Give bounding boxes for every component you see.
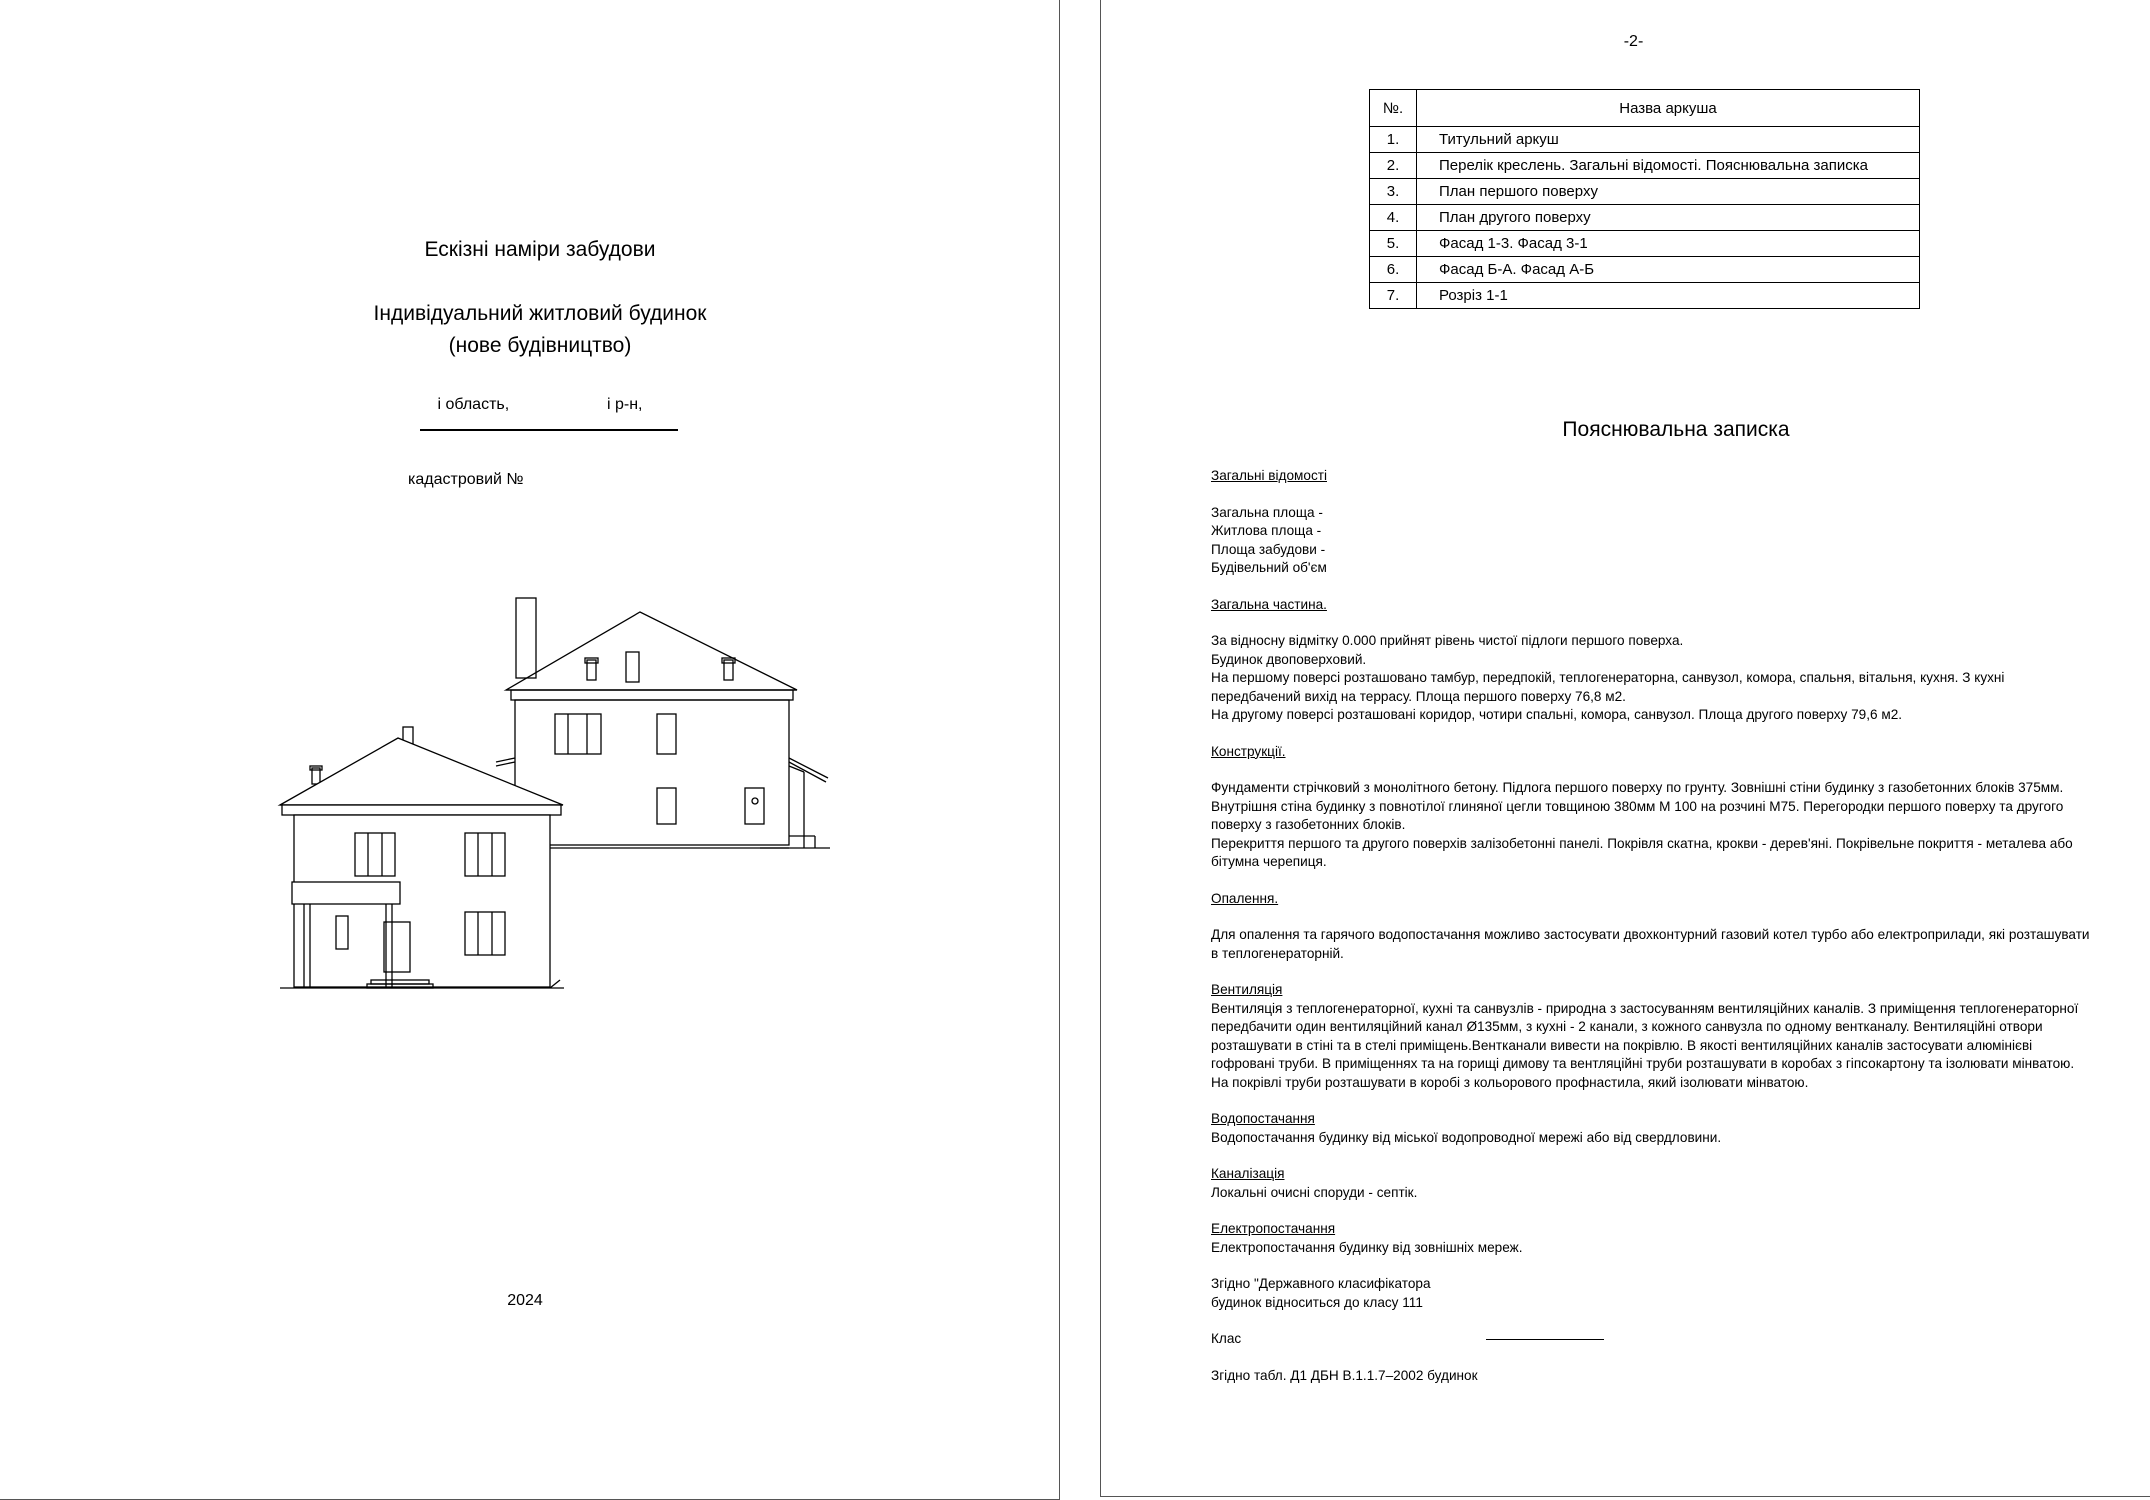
chimney — [516, 598, 536, 678]
sheet-name: План першого поверху — [1417, 179, 1920, 205]
explanatory-note-heading: Пояснювальна записка — [1562, 418, 1790, 441]
paragraph: За відносну відмітку 0.000 прийнят рівень чистої підлоги першого поверха. — [1211, 633, 1684, 648]
year: 2024 — [507, 1292, 543, 1309]
table-row — [1370, 205, 1920, 231]
building-class-line: будинок відноситься до класу 111 — [1211, 1294, 1423, 1310]
attic-window — [626, 652, 639, 682]
paragraph: Водопостачання будинку від міської водопроводної мережі або від свердловини. — [1211, 1129, 1722, 1145]
total-area: Загальна площа - — [1211, 504, 1323, 520]
class-label: Клас — [1211, 1331, 1242, 1346]
paragraph: Для опалення та гарячого водопостачання можливо застосувати двохконтурний газовий котел турбо або електроприлади, які розташувати в теплогенераторній. — [1211, 927, 2090, 961]
window — [657, 714, 676, 754]
section-title-general-info: Загальні відомості — [1211, 468, 1327, 483]
house-facade-drawing — [270, 590, 830, 1010]
building-volume: Будівельний об'єм — [1211, 560, 1327, 575]
section-title-sewerage: Каналізація — [1211, 1166, 1285, 1181]
dbn-reference-line: Згідно табл. Д1 ДБН В.1.1.7–2002 будинок — [1211, 1367, 1478, 1383]
table-row — [1370, 127, 1920, 153]
main-wall — [515, 700, 789, 845]
classifier-line: Згідно "Державного класифікатора — [1211, 1276, 1431, 1291]
row-number: 6. — [1370, 257, 1417, 283]
cadastral-number: кадастровий № — [408, 471, 524, 488]
underline-divider — [420, 429, 678, 431]
section-title-ventilation: Вентиляція — [1211, 982, 1283, 997]
explanatory-note-page — [1100, 0, 2150, 1497]
construction-type: (нове будівництво) — [448, 334, 632, 357]
paragraph: Локальні очисні споруди - септік. — [1211, 1184, 1418, 1200]
section-title-heating: Опалення. — [1211, 890, 1279, 906]
paragraph: Електропостачання будинку від зовнішніх мереж. — [1211, 1239, 1523, 1255]
main-roof — [506, 612, 797, 690]
table-row — [1370, 179, 1920, 205]
eaves-band — [511, 690, 793, 700]
consequence-class-line — [1211, 1330, 2091, 1349]
sheet-name: Фасад 1-3. Фасад 3-1 — [1417, 231, 1920, 257]
row-number: 1. — [1370, 127, 1417, 153]
blank-underline — [1486, 1339, 1604, 1340]
table-row — [1370, 283, 1920, 309]
sheet-name: Розріз 1-1 — [1417, 283, 1920, 309]
region-line: і область, і р-н, — [437, 396, 643, 413]
building-footprint: Площа забудови - — [1211, 541, 1326, 557]
balcony — [292, 882, 400, 904]
paragraph: На другому поверсі розташовані коридор, чотири спальні, комора, санвузол. Площа другого поверху 79,6 м2. — [1211, 707, 1903, 722]
sheet-name: Перелік креслень. Загальні відомості. Пояснювальна записка — [1417, 153, 1920, 179]
section-title-general-part: Загальна частина. — [1211, 596, 1327, 612]
table-header-row — [1370, 90, 1920, 127]
paragraph: Перекриття першого та другого поверхів залізобетонні панелі. Покрівля скатна, крокви - дерев'яні. Покрівельне покриття - металева або бітумна черепиця. — [1211, 835, 2073, 869]
table-row — [1370, 231, 1920, 257]
table-row — [1370, 153, 1920, 179]
paragraph: Будинок двоповерховий. — [1211, 651, 1367, 667]
row-number: 5. — [1370, 231, 1417, 257]
column-header-number: №. — [1370, 90, 1417, 127]
section-title-water-supply: Водопостачання — [1211, 1111, 1315, 1126]
title-page — [0, 0, 1060, 1500]
living-area: Житлова площа - — [1211, 523, 1322, 538]
paragraph: На першому поверсі розташовано тамбур, передпокій, теплогенераторна, санвузол, комора, спальня, вітальня, кухня. З кухні передбачений вихід на террасу. Площа першого поверху 76,8 м2. — [1211, 670, 2005, 704]
window — [745, 788, 764, 824]
sheet-name: План другого поверху — [1417, 205, 1920, 231]
row-number: 2. — [1370, 153, 1417, 179]
section-title-power-supply: Електропостачання — [1211, 1221, 1336, 1236]
window — [555, 714, 601, 754]
sheet-name: Фасад Б-А. Фасад А-Б — [1417, 257, 1920, 283]
front-roof — [280, 738, 563, 805]
paragraph: Фундаменти стрічковий з монолітного бетону. Підлога першого поверху по грунту. Зовнішні стіни будинку з газобетонних блоків 375мм. Внутрішня стіна будинку з повнотілої глиняної цегли товщиною 380мм М 100 на розчині М75. Перегородки першого поверху та другого поверху з газобетонних блоків. — [1211, 780, 2064, 832]
column-header-sheet-name: Назва аркуша — [1417, 90, 1920, 127]
building-type: Індивідуальний житловий будинок — [373, 302, 707, 325]
sheet-list-table — [1369, 89, 1920, 309]
table-row — [1370, 257, 1920, 283]
window — [657, 788, 676, 824]
front-eaves — [282, 805, 561, 815]
row-number: 7. — [1370, 283, 1417, 309]
note-body — [1211, 467, 2091, 1385]
row-number: 4. — [1370, 205, 1417, 231]
sheet-name: Титульний аркуш — [1417, 127, 1920, 153]
section-title-construction: Конструкції. — [1211, 743, 1286, 759]
page-number: -2- — [1623, 33, 1644, 50]
document-title: Ескізні наміри забудови — [424, 238, 656, 261]
paragraph: Вентиляція з теплогенераторної, кухні та санвузлів - природна з застосуванням вентиляційних каналів. З приміщення теплогенераторної передбачити один вентиляційний канал Ø135мм, з кухні - 2 канали, з кожного санвузла по одному вентканалу. Вентиляційні отвори розташувати в стіні та в стелі приміщень.Вентканали вивести на покрівлю. В якості вентиляційних каналів застосувати алюмінієві гофровані труби. В приміщеннях та на горищі димову та вентляційні труби розташувати в коробах з гіпсокартону та ізолювати мінватою. На покрівлі труби розташувати в коробі з кольорового профнастила, який ізолювати мінватою. — [1211, 1000, 2079, 1090]
row-number: 3. — [1370, 179, 1417, 205]
